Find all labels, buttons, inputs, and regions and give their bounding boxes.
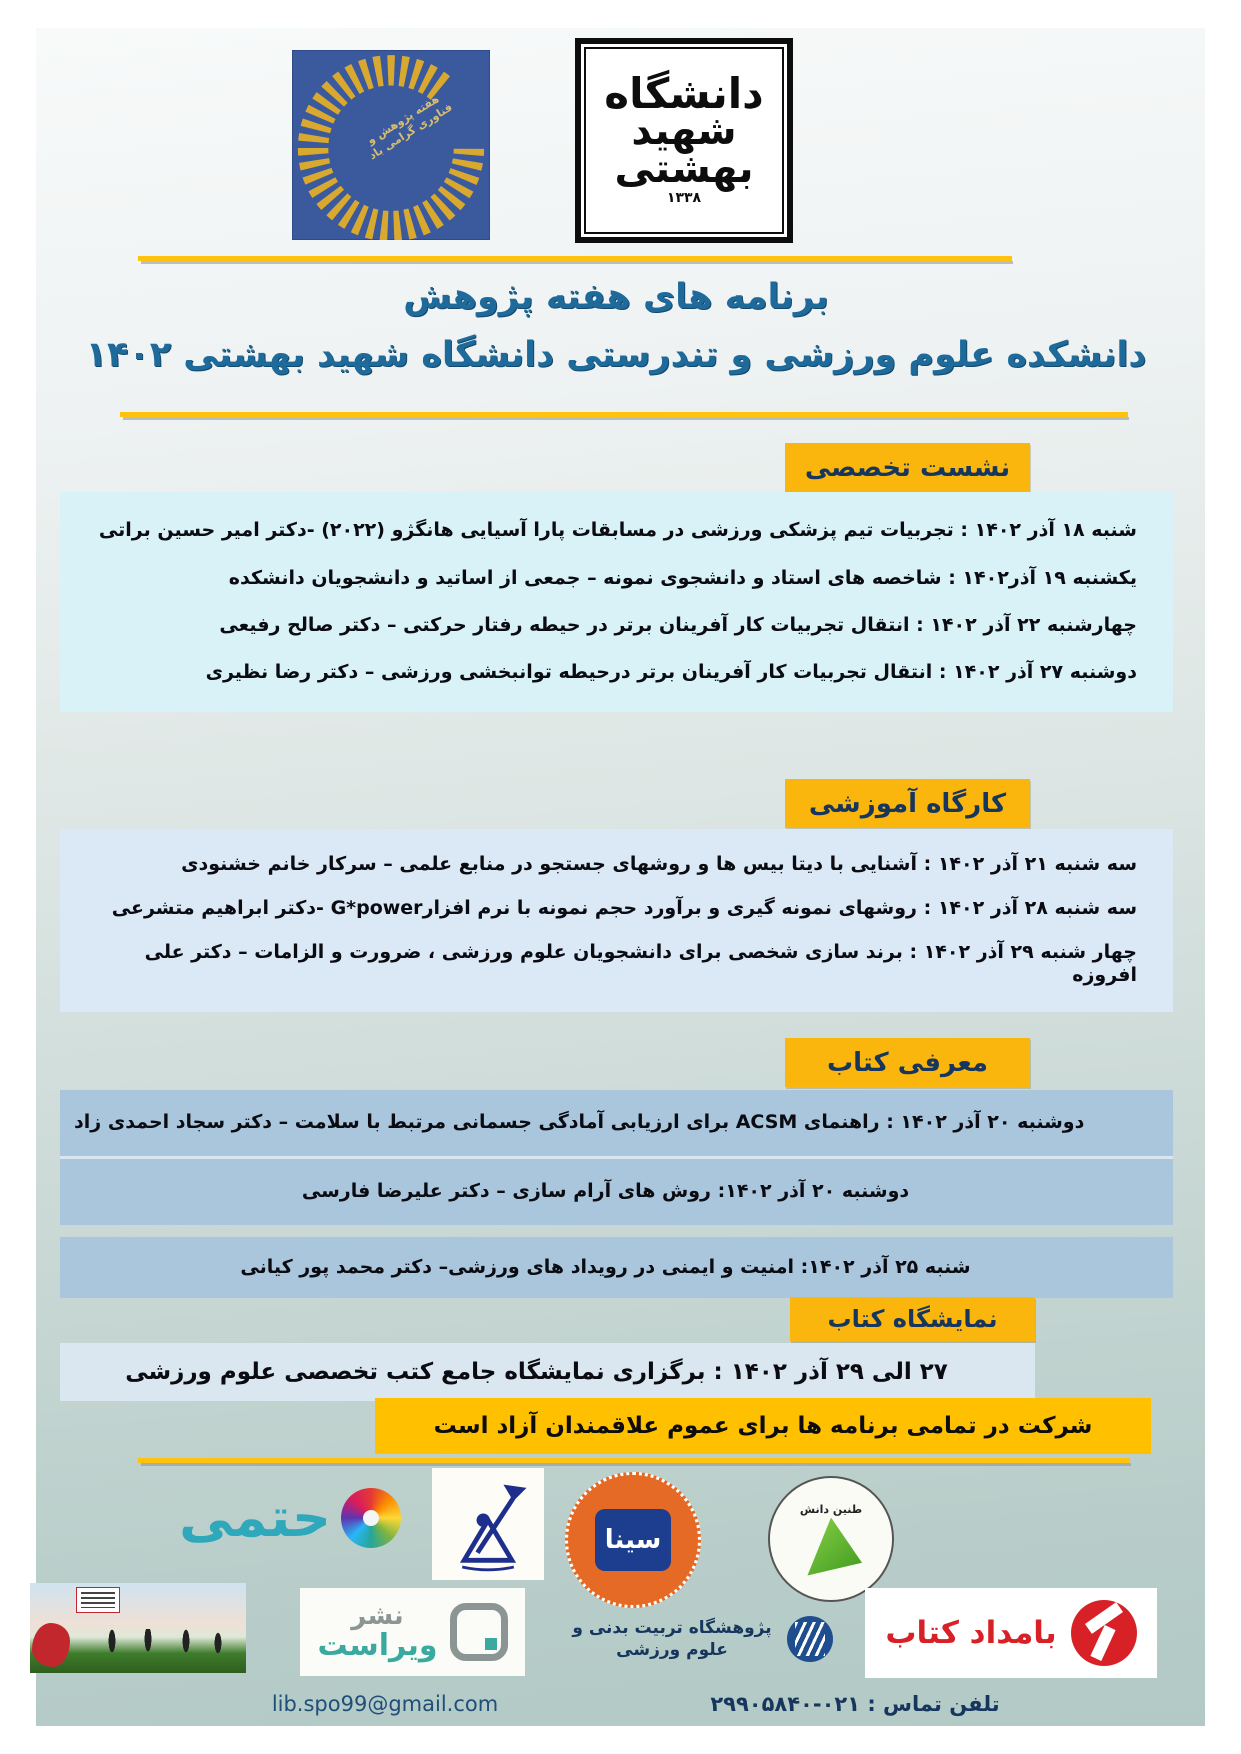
virast-publishing-logo <box>300 1588 525 1676</box>
poster-title <box>60 276 1172 376</box>
exhibition-item: ۲۷ الی ۲۹ آذر ۱۴۰۲ : برگزاری نمایشگاه جامع کتب تخصصی علوم ورزشی <box>125 1358 948 1385</box>
section-header-specialized-sessions: نشست تخصصی <box>785 443 1030 492</box>
bamdad-ketab-logo <box>865 1588 1157 1678</box>
hatmi-wordmark: حتمی <box>179 1485 331 1549</box>
quill-publisher-logo <box>432 1468 544 1580</box>
hatmi-publisher-logo <box>155 1475 425 1560</box>
sina-publisher-badge <box>565 1472 701 1608</box>
specialized-sessions-box <box>60 492 1173 712</box>
contact-email: lib.spo99@gmail.com <box>271 1692 499 1716</box>
tanin-danesh-logo <box>768 1476 894 1602</box>
bamdad-wordmark: بامداد کتاب <box>885 1615 1057 1651</box>
book-item: دوشنبه ۲۰ آذر ۱۴۰۲: روش های آرام سازی – دکتر علیرضا فارسی <box>301 1180 910 1203</box>
university-logo-frame <box>584 47 784 234</box>
tanin-danesh-label: طنین دانش <box>799 1502 863 1516</box>
cycling-photo-banner <box>30 1583 246 1673</box>
university-logo-word-2: شهید <box>631 108 737 155</box>
banner-stamp-icon <box>76 1587 120 1613</box>
sina-wordmark: سینا <box>595 1509 671 1571</box>
gold-rule-under-title <box>120 412 1128 417</box>
university-logo-word-3: بهشتی <box>614 146 754 193</box>
institute-label: پژوهشگاه تربیت بدنی و علوم ورزشی <box>572 1617 772 1660</box>
gold-rule-bottom <box>138 1458 1130 1463</box>
bamdad-red-disc-icon <box>1071 1600 1137 1666</box>
fencer-quill-icon <box>445 1476 531 1572</box>
gold-rule-top <box>138 256 1012 261</box>
workshop-item: سه شنبه ۲۸ آذر ۱۴۰۲ : روشهای نمونه گیری و برآورد حجم نمونه با نرم افزارG*power -دکتر ابراهیم متشرعی <box>111 896 1137 919</box>
session-item: دوشنبه ۲۷ آذر ۱۴۰۲ : انتقال تجربیات کار آفرینان برتر درحیطه توانبخشی ورزشی – دکتر رضا نظیری <box>205 660 1137 683</box>
institute-round-icon <box>787 1616 833 1662</box>
book-item-wrap <box>60 1159 1173 1225</box>
title-line-1: برنامه های هفته پژوهش <box>403 277 829 317</box>
sport-science-research-institute-logo <box>565 1600 833 1678</box>
session-item: یکشنبه ۱۹ آذر۱۴۰۲ : شاخصه های استاد و دانشجوی نمونه – جمعی از اساتید و دانشجویان دانشکده <box>228 566 1137 589</box>
research-week-logo-caption: هفته پژوهش و فناوری گرامی باد <box>364 92 455 163</box>
book-item: دوشنبه ۲۰ آذر ۱۴۰۲ : راهنمای ACSM برای ارزیابی آمادگی جسمانی مرتبط با سلامت – دکتر سجاد احمدی زاد <box>74 1111 1085 1134</box>
book-icon <box>450 1603 508 1661</box>
section-header-book-exhibition: نمایشگاه کتاب <box>790 1297 1035 1341</box>
book-exhibition-box <box>60 1343 1035 1401</box>
session-item: شنبه ۱۸ آذر ۱۴۰۲ : تجربیات تیم پزشکی ورزشی در مسابقات پارا آسیایی هانگژو (۲۰۲۲) -دکتر امیر حسین براتی <box>98 519 1137 542</box>
shahid-beheshti-university-logo <box>575 38 793 243</box>
section-header-book-introduction: معرفی کتاب <box>785 1038 1030 1087</box>
cyclists-silhouette <box>100 1629 230 1655</box>
book-item: شنبه ۲۵ آذر ۱۴۰۲: امنیت و ایمنی در رویداد های ورزشی– دکتر محمد پور کیانی <box>240 1255 971 1278</box>
pinwheel-flower-icon <box>341 1488 401 1548</box>
contact-phone: تلفن تماس : ۰۲۱-۲۹۹۰۵۸۴۰ <box>710 1692 1000 1716</box>
title-line-2: دانشکده علوم ورزشی و تندرستی دانشگاه شهید بهشتی ۱۴۰۲ <box>85 335 1147 375</box>
session-item: چهارشنبه ۲۲ آذر ۱۴۰۲ : انتقال تجربیات کار آفرینان برتر در حیطه رفتار حرکتی – دکتر صالح رفیعی <box>219 613 1137 636</box>
banner-red-emblem <box>32 1623 70 1667</box>
section-header-workshops: کارگاه آموزشی <box>785 779 1030 828</box>
virast-word-nashr: نشر <box>351 1600 404 1631</box>
workshops-box <box>60 829 1173 1012</box>
workshop-item: چهار شنبه ۲۹ آذر ۱۴۰۲ : برند سازی شخصی برای دانشجویان علوم ورزشی ، ضرورت و الزامات – دکتر علی افروزه <box>144 940 1137 987</box>
university-logo-word-1: دانشگاه <box>604 68 764 118</box>
book-item-wrap <box>60 1090 1173 1159</box>
book-introduction-box-2 <box>60 1237 1173 1298</box>
workshop-item: سه شنبه ۲۱ آذر ۱۴۰۲ : آشنایی با دیتا بیس ها و روشهای جستجو در منابع علمی – سرکار خانم خشنودی <box>181 853 1137 875</box>
open-participation-notice: شرکت در تمامی برنامه ها برای عموم علاقمندان آزاد است <box>375 1398 1151 1454</box>
research-week-logo <box>292 50 490 240</box>
green-leaf-icon <box>800 1518 862 1576</box>
university-founding-year: ۱۳۳۸ <box>666 190 702 207</box>
virast-wordmark <box>317 1600 438 1663</box>
book-introduction-box <box>60 1090 1173 1225</box>
virast-word-virast: ویراست <box>317 1627 438 1663</box>
